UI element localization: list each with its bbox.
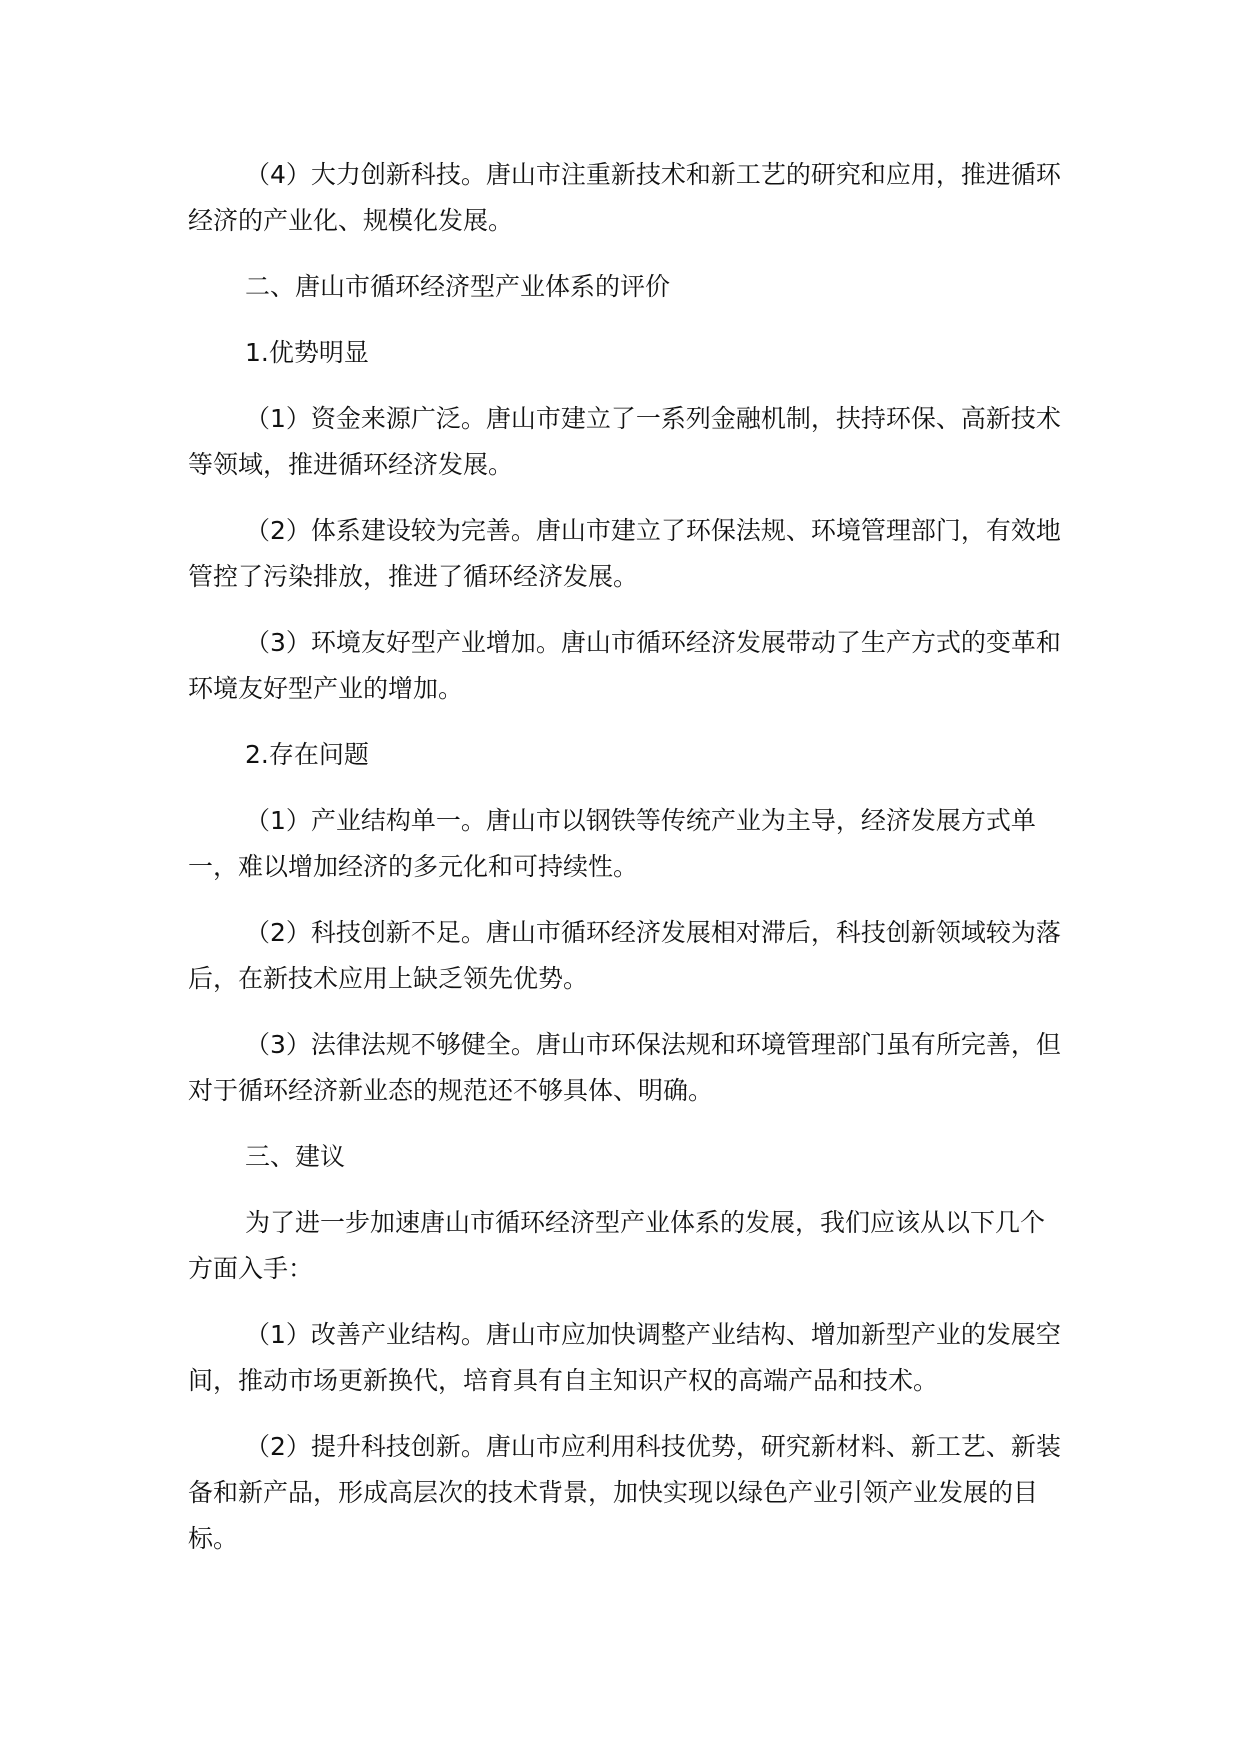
section-heading-suggestions: 三、建议 — [245, 1142, 346, 1171]
subheading-advantages: 1.优势明显 — [245, 338, 369, 367]
paragraph-suggestions-intro: 为了进一步加速唐山市循环经济型产业体系的发展，我们应该从以下几个方面入手： — [188, 1208, 1046, 1283]
document-body — [188, 152, 1068, 1582]
paragraph-improve-structure: （1）改善产业结构。唐山市应加快调整产业结构、增加新型产业的发展空间，推动市场更新换代，培育具有自主知识产权的高端产品和技术。 — [188, 1320, 1061, 1395]
section-heading-evaluation: 二、唐山市循环经济型产业体系的评价 — [245, 272, 671, 301]
paragraph-funding-sources: （1）资金来源广泛。唐山市建立了一系列金融机制，扶持环保、高新技术等领域，推进循环经济发展。 — [188, 404, 1061, 479]
paragraph-innovation-lacking: （2）科技创新不足。唐山市循环经济发展相对滞后，科技创新领域较为落后，在新技术应用上缺乏领先优势。 — [188, 918, 1061, 993]
paragraph-enhance-innovation: （2）提升科技创新。唐山市应利用科技优势，研究新材料、新工艺、新装备和新产品，形成高层次的技术背景，加快实现以绿色产业引领产业发展的目标。 — [188, 1432, 1061, 1553]
paragraph-eco-friendly-industry: （3）环境友好型产业增加。唐山市循环经济发展带动了生产方式的变革和环境友好型产业的增加。 — [188, 628, 1061, 703]
paragraph-industrial-structure: （1）产业结构单一。唐山市以钢铁等传统产业为主导，经济发展方式单一，难以增加经济的多元化和可持续性。 — [188, 806, 1036, 881]
subheading-problems: 2.存在问题 — [245, 740, 369, 769]
paragraph-laws-regulations: （3）法律法规不够健全。唐山市环保法规和环境管理部门虽有所完善，但对于循环经济新业态的规范还不够具体、明确。 — [188, 1030, 1061, 1105]
paragraph-tech-innovation: （4）大力创新科技。唐山市注重新技术和新工艺的研究和应用，推进循环经济的产业化、规模化发展。 — [188, 160, 1061, 235]
paragraph-system-construction: （2）体系建设较为完善。唐山市建立了环保法规、环境管理部门，有效地管控了污染排放，推进了循环经济发展。 — [188, 516, 1061, 591]
